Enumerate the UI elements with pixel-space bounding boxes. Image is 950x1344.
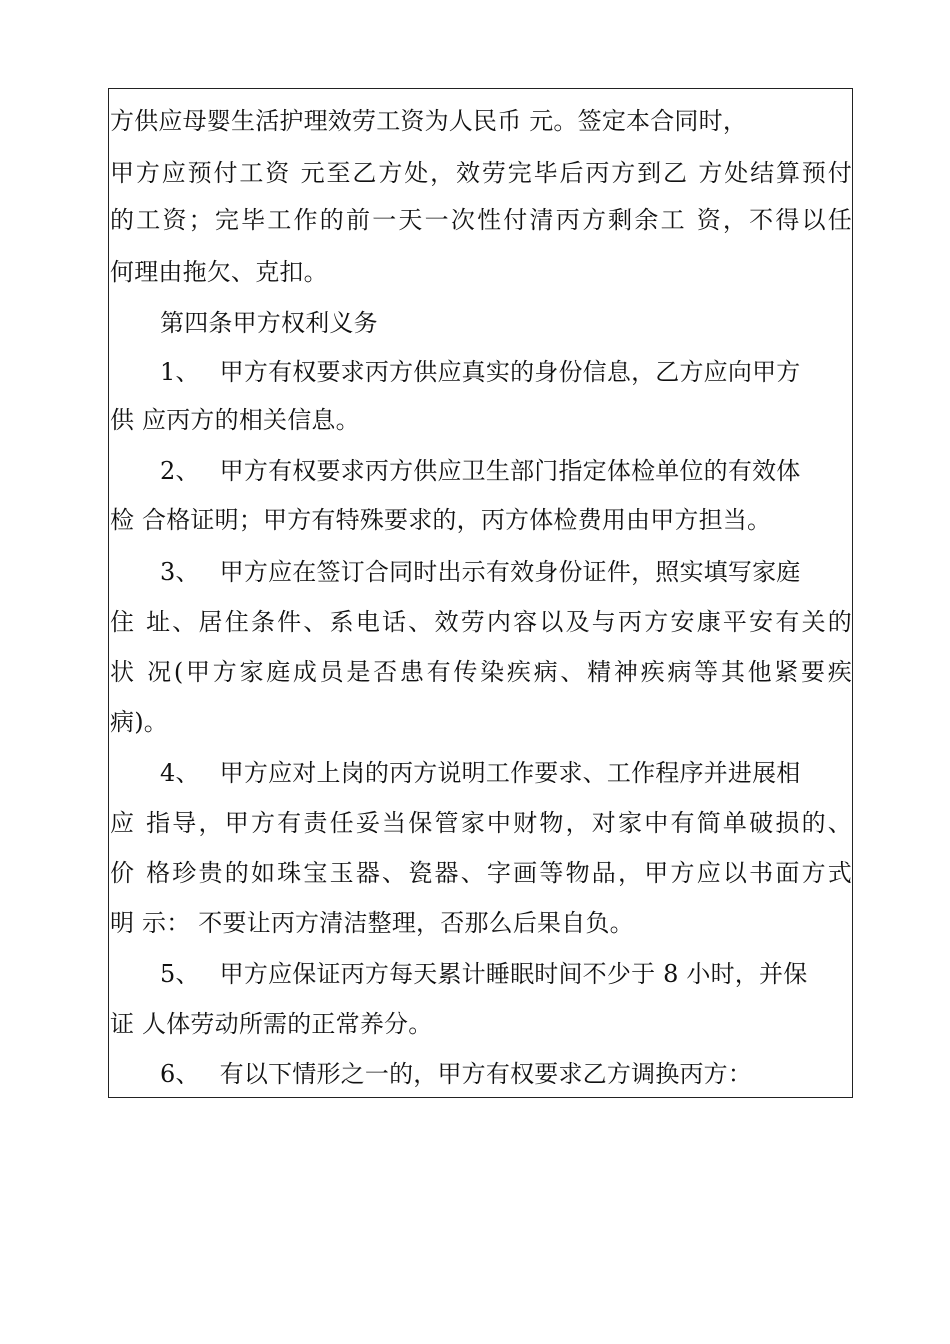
text-line-content: 甲方应预付工资 元至乙方处，效劳完毕后丙方到乙 方处结算预付 bbox=[110, 159, 852, 187]
text-line bbox=[110, 205, 852, 235]
section-heading bbox=[160, 308, 852, 338]
clause-number: 1、 bbox=[160, 358, 200, 386]
clause-text: 甲方有权要求丙方供应真实的身份信息，乙方应向甲方 bbox=[219, 358, 801, 386]
text-line-content: 供 应丙方的相关信息。 bbox=[110, 406, 360, 434]
text-line bbox=[110, 707, 852, 737]
text-line-content: 价 格珍贵的如珠宝玉器、瓷器、字画等物品，甲方应以书面方式 bbox=[110, 859, 852, 887]
clause-line bbox=[160, 959, 852, 989]
clause-line bbox=[160, 1059, 852, 1089]
clause-text: 甲方应对上岗的丙方说明工作要求、工作程序并进展相 bbox=[219, 759, 801, 787]
text-line-content: 应 指导，甲方有责任妥当保管家中财物，对家中有简单破损的、 bbox=[110, 809, 852, 837]
clause-number: 5、 bbox=[160, 960, 200, 988]
clause-text: 甲方有权要求丙方供应卫生部门指定体检单位的有效体 bbox=[219, 457, 801, 485]
clause-number: 3、 bbox=[160, 558, 200, 586]
text-line-content: 何理由拖欠、克扣。 bbox=[110, 258, 328, 286]
clause-text: 甲方应保证丙方每天累计睡眠时间不少于 8 小时，并保 bbox=[219, 960, 808, 988]
text-line-content: 的工资；完毕工作的前一天一次性付清丙方剩余工 资，不得以任 bbox=[110, 206, 852, 234]
document-frame bbox=[108, 88, 853, 1098]
text-line bbox=[110, 808, 852, 838]
section-heading-text: 第四条甲方权利义务 bbox=[160, 309, 378, 337]
text-line bbox=[110, 858, 852, 888]
text-line bbox=[110, 257, 852, 287]
text-line bbox=[110, 106, 852, 136]
text-line bbox=[110, 158, 852, 188]
text-line-content: 状 况(甲方家庭成员是否患有传染疾病、精神疾病等其他紧要疾 bbox=[110, 658, 852, 686]
clause-line bbox=[160, 357, 852, 387]
clause-line bbox=[160, 456, 852, 486]
text-line-content: 证 人体劳动所需的正常养分。 bbox=[110, 1010, 433, 1038]
text-line-content: 检 合格证明；甲方有特殊要求的，丙方体检费用由甲方担当。 bbox=[110, 506, 772, 534]
text-line-content: 病)。 bbox=[110, 708, 168, 736]
text-line-content: 明 示： 不要让丙方清洁整理，否那么后果自负。 bbox=[110, 909, 634, 937]
text-line-content: 方供应母婴生活护理效劳工资为人民币 元。签定本合同时， bbox=[110, 107, 748, 135]
clause-text: 有以下情形之一的，甲方有权要求乙方调换丙方： bbox=[219, 1060, 753, 1088]
text-line bbox=[110, 908, 852, 938]
clause-line bbox=[160, 557, 852, 587]
text-line bbox=[110, 657, 852, 687]
text-line bbox=[110, 1009, 852, 1039]
clause-number: 6、 bbox=[160, 1060, 200, 1088]
text-line bbox=[110, 405, 852, 435]
text-line bbox=[110, 607, 852, 637]
clause-number: 4、 bbox=[160, 759, 200, 787]
clause-text: 甲方应在签订合同时出示有效身份证件，照实填写家庭 bbox=[219, 558, 801, 586]
clause-number: 2、 bbox=[160, 457, 200, 485]
text-line bbox=[110, 505, 852, 535]
text-line-content: 住 址、居住条件、系电话、效劳内容以及与丙方安康平安有关的 bbox=[110, 608, 852, 636]
clause-line bbox=[160, 758, 852, 788]
